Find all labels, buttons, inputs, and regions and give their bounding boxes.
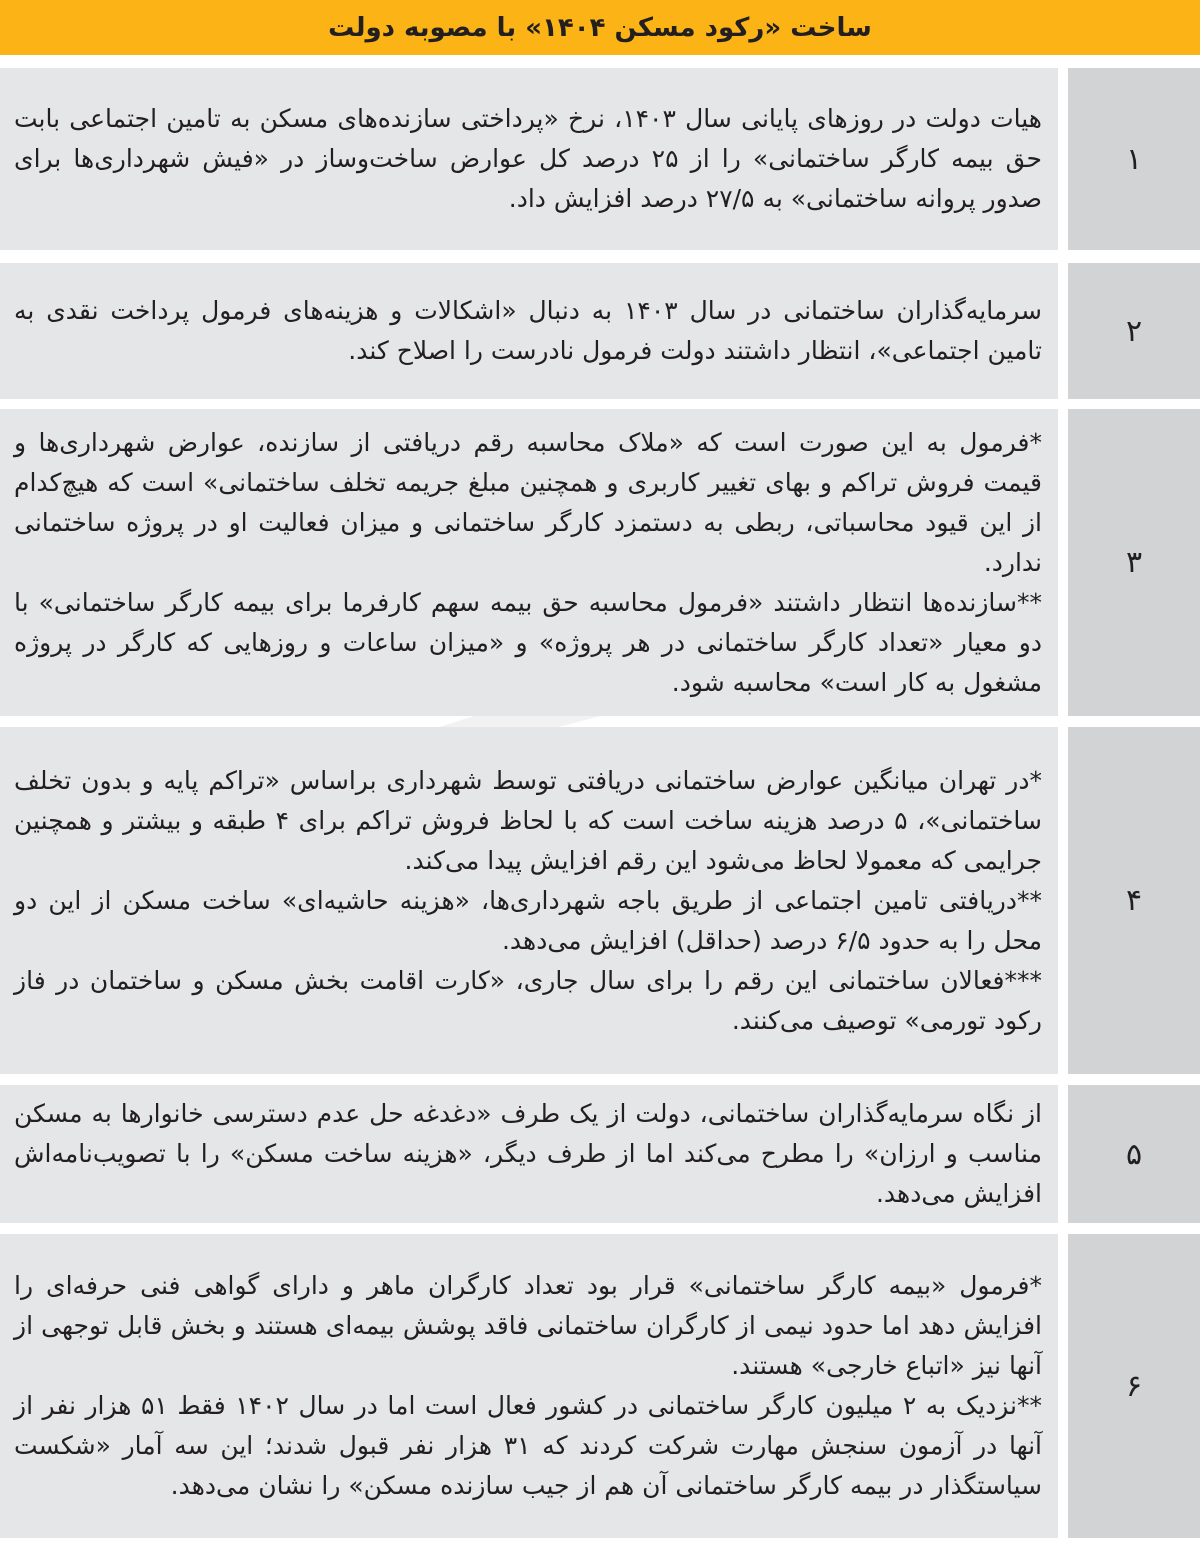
- row-number: ۴: [1125, 883, 1143, 918]
- row-paragraph: سرمایه‌گذاران ساختمانی در سال ۱۴۰۳ به دنبال «اشکالات و هزینه‌های فرمول پرداخت نقدی به تامین اجتماعی»، انتظار داشتند دولت فرمول نادرست را اصلاح کند.: [14, 296, 1043, 365]
- row-paragraph: **نزدیک به ۲ میلیون کارگر ساختمانی در کشور فعال است اما در سال ۱۴۰۲ فقط ۵۱ هزار نفر از آنها در آزمون سنجش مهارت شرکت کردند که ۳۱ هزار نفر قبول شدند؛ این سه آمار «شکست سیاستگذار در بیمه کارگر ساختمانی آن هم از جیب سازنده مسکن» را نشان می‌دهد.: [14, 1391, 1042, 1500]
- page-title: ساخت «رکود مسکن ۱۴۰۴» با مصوبه دولت: [328, 12, 872, 43]
- row-text-cell: [0, 1085, 1058, 1223]
- table-row: [0, 1085, 1200, 1223]
- table-row: [0, 409, 1200, 716]
- row-number: ۱: [1125, 141, 1143, 177]
- row-paragraph: **سازنده‌ها انتظار داشتند «فرمول محاسبه حق بیمه سهم کارفرما برای بیمه کارگر ساختمانی» با دو معیار «تعداد کارگر ساختمانی در هر پروژه» و «میزان ساعات و روزهایی که کارگر در پروژه مشغول به کار است» محاسبه شود.: [14, 587, 1042, 697]
- row-number-cell: [1068, 727, 1200, 1074]
- row-text-cell: [0, 409, 1058, 716]
- row-paragraph: *در تهران میانگین عوارض ساختمانی دریافتی توسط شهرداری براساس «تراکم پایه و بدون تخلف ساختمانی»، ۵ درصد هزینه ساخت است که با لحاظ فروش تراکم برای ۴ طبقه و بیشتر و همچنین جرایمی که معمولا لحاظ می‌شود این رقم افزایش پیدا می‌کند.: [14, 765, 1042, 875]
- row-paragraph: از نگاه سرمایه‌گذاران ساختمانی، دولت از یک طرف «دغدغه حل عدم دسترسی خانوارها به مسکن مناسب و ارزان» را مطرح می‌کند اما از طرف دیگر، «هزینه ساخت مسکن» را با تصویب‌نامه‌اش افزایش می‌دهد.: [14, 1099, 1042, 1208]
- table-row: [0, 68, 1200, 250]
- row-paragraph: ***فعالان ساختمانی این رقم را برای سال جاری، «کارت اقامت بخش مسکن و ساختمان در فاز رکود تورمی» توصیف می‌کنند.: [14, 965, 1042, 1035]
- row-number-cell: [1068, 1234, 1200, 1538]
- row-number: ۵: [1125, 1136, 1143, 1172]
- row-number-cell: [1068, 1085, 1200, 1223]
- row-number-cell: [1068, 263, 1200, 399]
- table-row: [0, 727, 1200, 1074]
- table-row: [0, 1234, 1200, 1538]
- row-paragraph: *فرمول «بیمه کارگر ساختمانی» قرار بود تعداد کارگران ماهر و دارای گواهی فنی حرفه‌ای را افزایش دهد اما حدود نیمی از کارگران ساختمانی فاقد پوشش بیمه‌ای هستند و بخش قابل توجهی از آنها نیز «اتباع خارجی» هستند.: [14, 1271, 1042, 1380]
- row-text-cell: [0, 727, 1058, 1074]
- row-paragraph: *فرمول به این صورت است که «ملاک محاسبه رقم دریافتی از سازنده، عوارض شهرداری‌ها و قیمت فروش تراکم و بهای تغییر کاربری و همچنین مبلغ جریمه تخلف ساختمانی» است که هیچ‌کدام از این قیود محاسباتی، ربطی به دستمزد کارگر ساختمانی و میزان فعالیت او در پروژه ساختمانی ندارد.: [14, 427, 1042, 577]
- row-number: ۶: [1125, 1368, 1143, 1404]
- row-number-cell: [1068, 68, 1200, 250]
- row-text-cell: [0, 68, 1058, 250]
- row-text-cell: [0, 263, 1058, 399]
- row-number: ۲: [1125, 313, 1143, 349]
- row-paragraph: **دریافتی تامین اجتماعی از طریق باجه شهرداری‌ها، «هزینه حاشیه‌ای» ساخت مسکن از این دو محل را به حدود ۶/۵ درصد (حداقل) افزایش می‌دهد.: [14, 885, 1042, 955]
- table-row: [0, 263, 1200, 399]
- row-text-cell: [0, 1234, 1058, 1538]
- row-paragraph: هیات دولت در روزهای پایانی سال ۱۴۰۳، نرخ «پرداختی سازنده‌های مسکن به تامین اجتماعی بابت حق بیمه کارگر ساختمانی» را از ۲۵ درصد کل عوارض ساخت‌وساز در «فیش شهرداری‌ها برای صدور پروانه ساختمانی» به ۲۷/۵ درصد افزایش داد.: [14, 104, 1042, 213]
- row-number: ۳: [1125, 545, 1143, 580]
- row-number-cell: [1068, 409, 1200, 716]
